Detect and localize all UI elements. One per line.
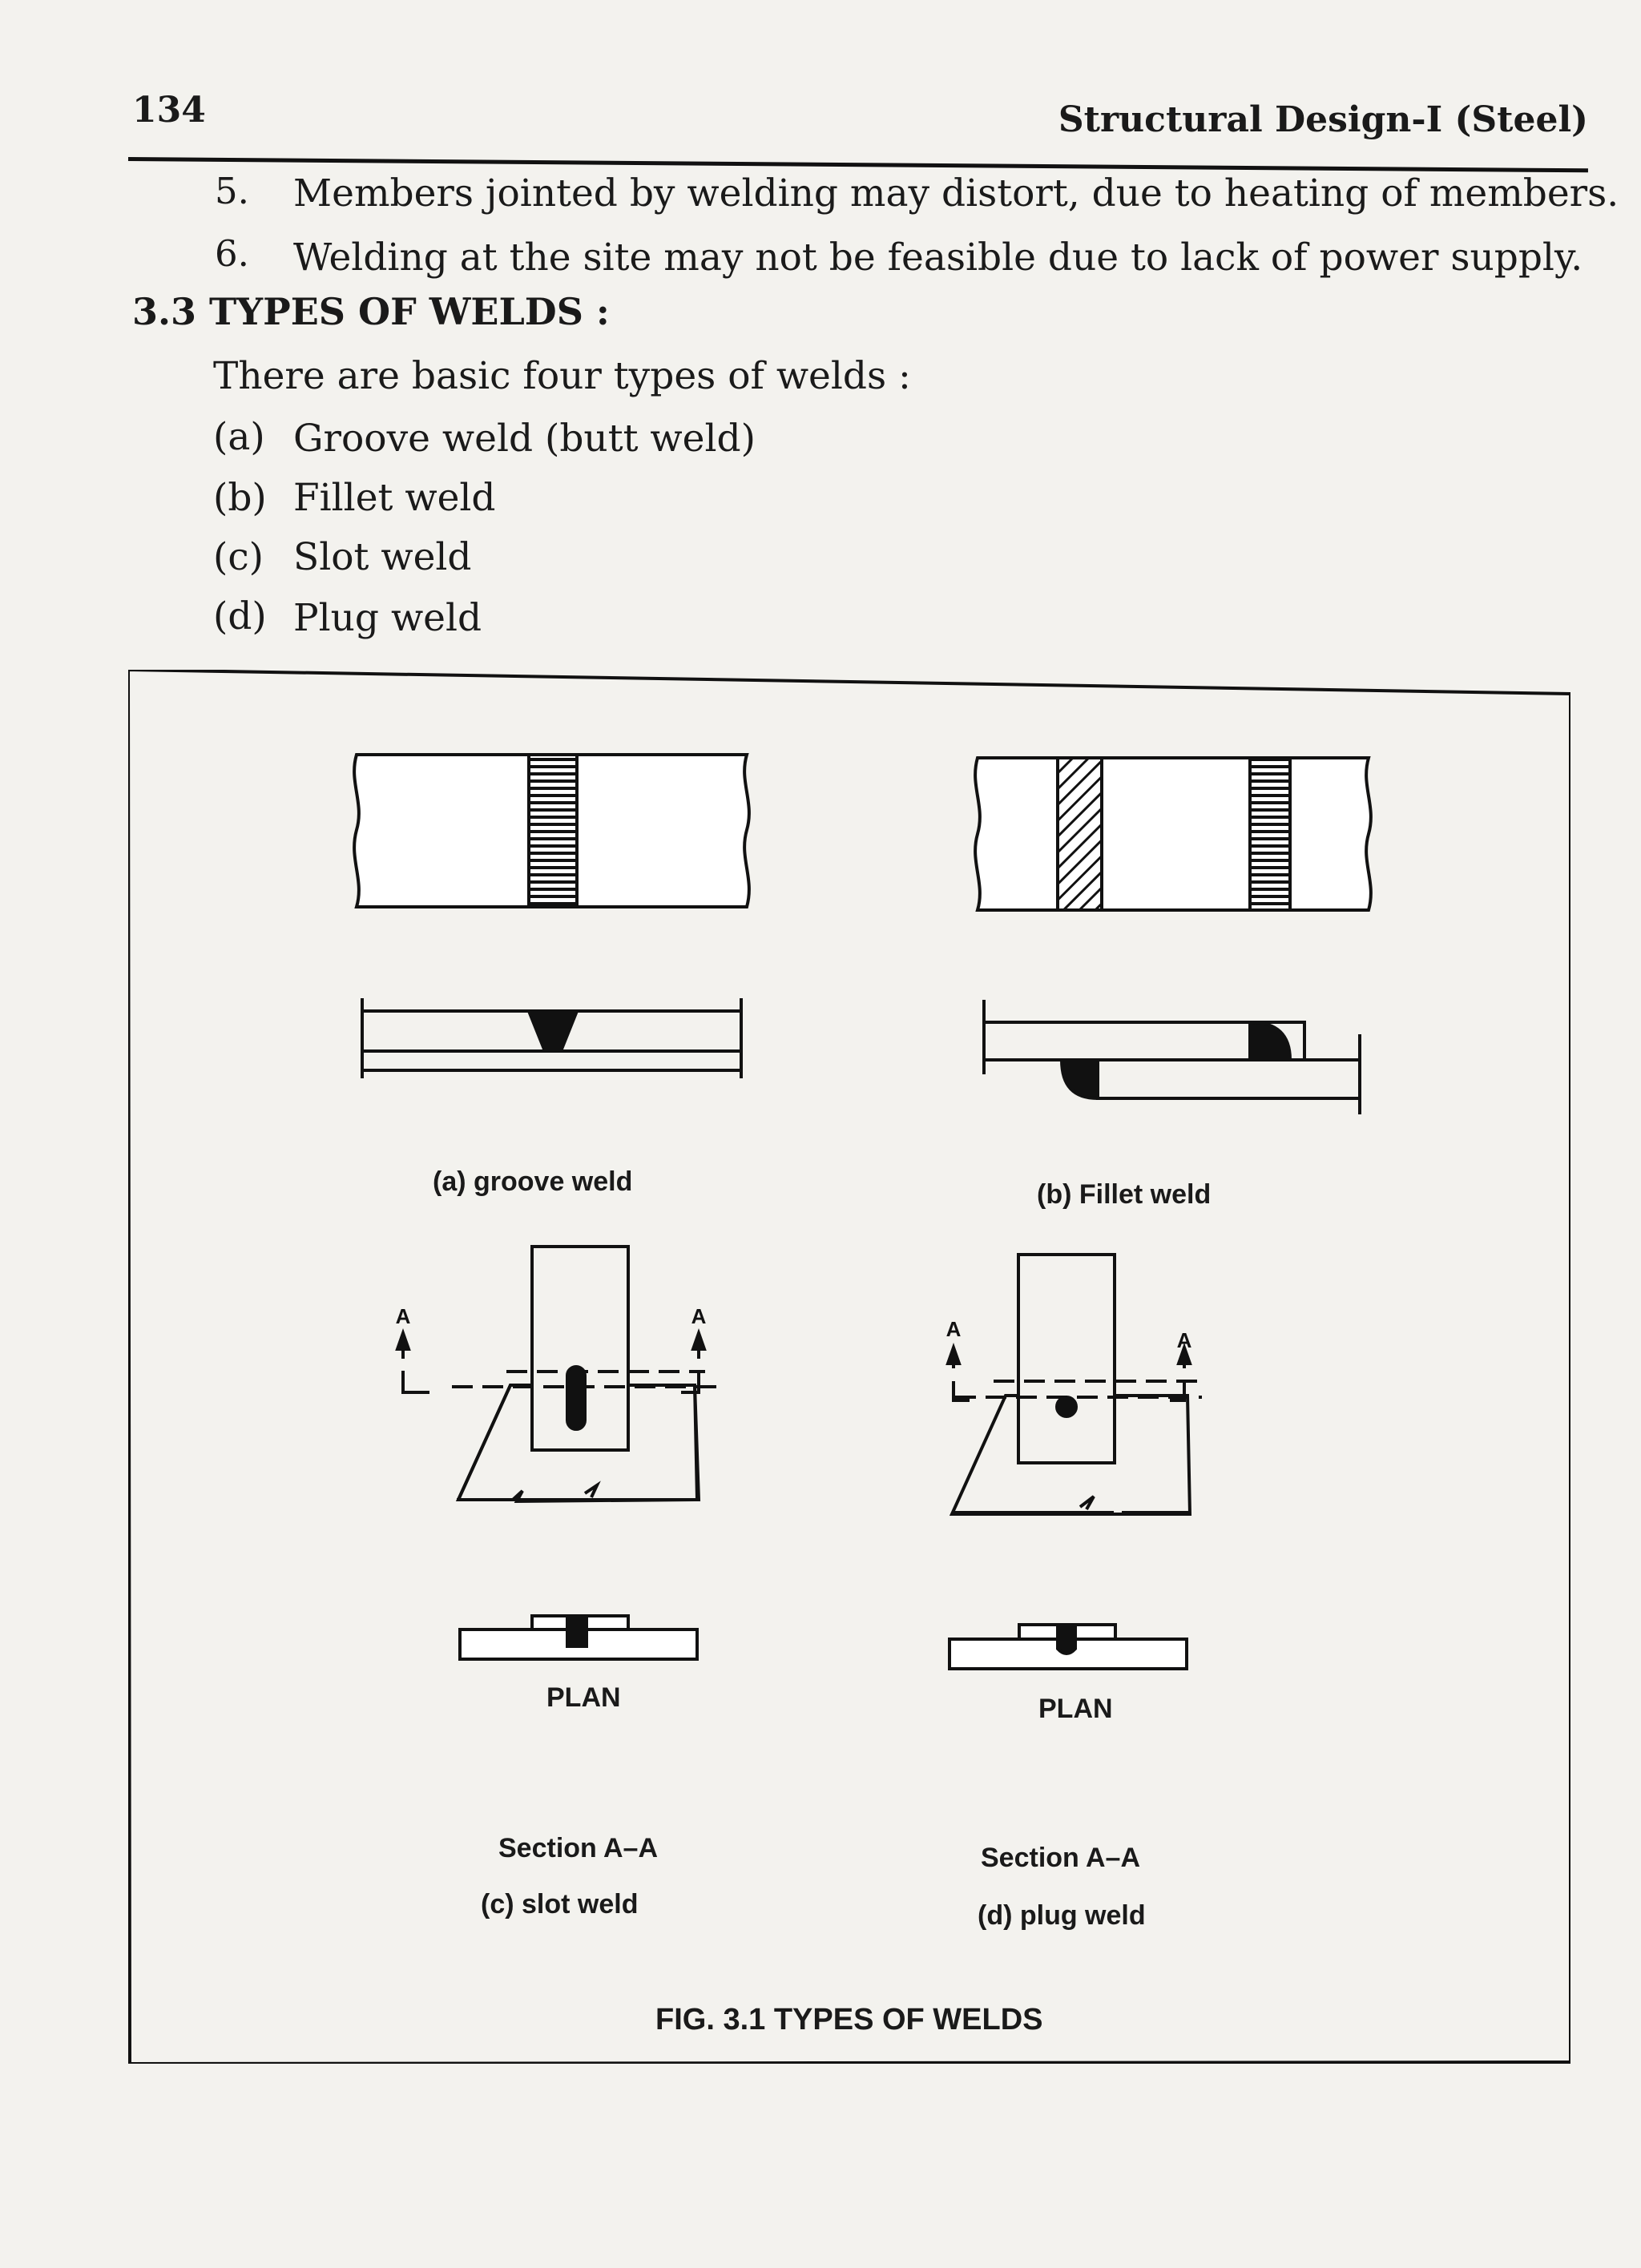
weld-type-marker: (a) (213, 415, 265, 459)
section-mark: A (691, 1304, 707, 1328)
fillet-weld-section (984, 1000, 1360, 1114)
groove-weld-caption: (a) groove weld (433, 1166, 633, 1197)
fillet-weld-plan (975, 758, 1371, 910)
weld-type-label: Plug weld (293, 596, 482, 640)
weld-type-marker: (b) (213, 476, 267, 520)
slot-plan-label: PLAN (546, 1682, 621, 1713)
slot-weld-caption: (c) slot weld (481, 1889, 639, 1920)
book-title: Structural Design-I (Steel) (1058, 99, 1588, 140)
plug-weld-caption: (d) plug weld (978, 1900, 1146, 1931)
section-heading: 3.3 TYPES OF WELDS : (132, 290, 610, 333)
section-mark: A (945, 1317, 962, 1341)
slot-weld-section (460, 1616, 697, 1659)
list-item-text: Members jointed by welding may distort, due to heating of members. (293, 171, 1619, 216)
weld-type-marker: (d) (213, 594, 267, 639)
figure-caption: FIG. 3.1 TYPES OF WELDS (655, 2003, 1043, 2036)
plug-weld-section (950, 1625, 1187, 1669)
header-divider (128, 157, 1588, 172)
plug-section-label: Section A–A (981, 1843, 1141, 1873)
groove-weld-section (362, 998, 741, 1078)
page-number: 134 (132, 90, 206, 131)
slot-section-label: Section A–A (498, 1833, 659, 1863)
plug-plan-label: PLAN (1038, 1694, 1113, 1724)
groove-weld-plan (354, 755, 749, 907)
weld-type-label: Slot weld (293, 535, 472, 579)
fillet-weld-caption: (b) Fillet weld (1037, 1179, 1212, 1210)
section-intro: There are basic four types of welds : (213, 354, 911, 398)
list-item-number: 6. (215, 232, 249, 275)
weld-type-label: Fillet weld (293, 476, 496, 520)
weld-type-label: Groove weld (butt weld) (293, 417, 756, 461)
weld-type-marker: (c) (213, 535, 264, 579)
list-item-text: Welding at the site may not be feasible due to lack of power supply. (293, 236, 1583, 280)
figure-frame (128, 670, 1570, 2064)
section-mark: A (1176, 1328, 1192, 1352)
section-mark: A (395, 1304, 411, 1328)
plug-weld-plan (945, 1255, 1202, 1514)
list-item-number: 5. (215, 170, 249, 212)
